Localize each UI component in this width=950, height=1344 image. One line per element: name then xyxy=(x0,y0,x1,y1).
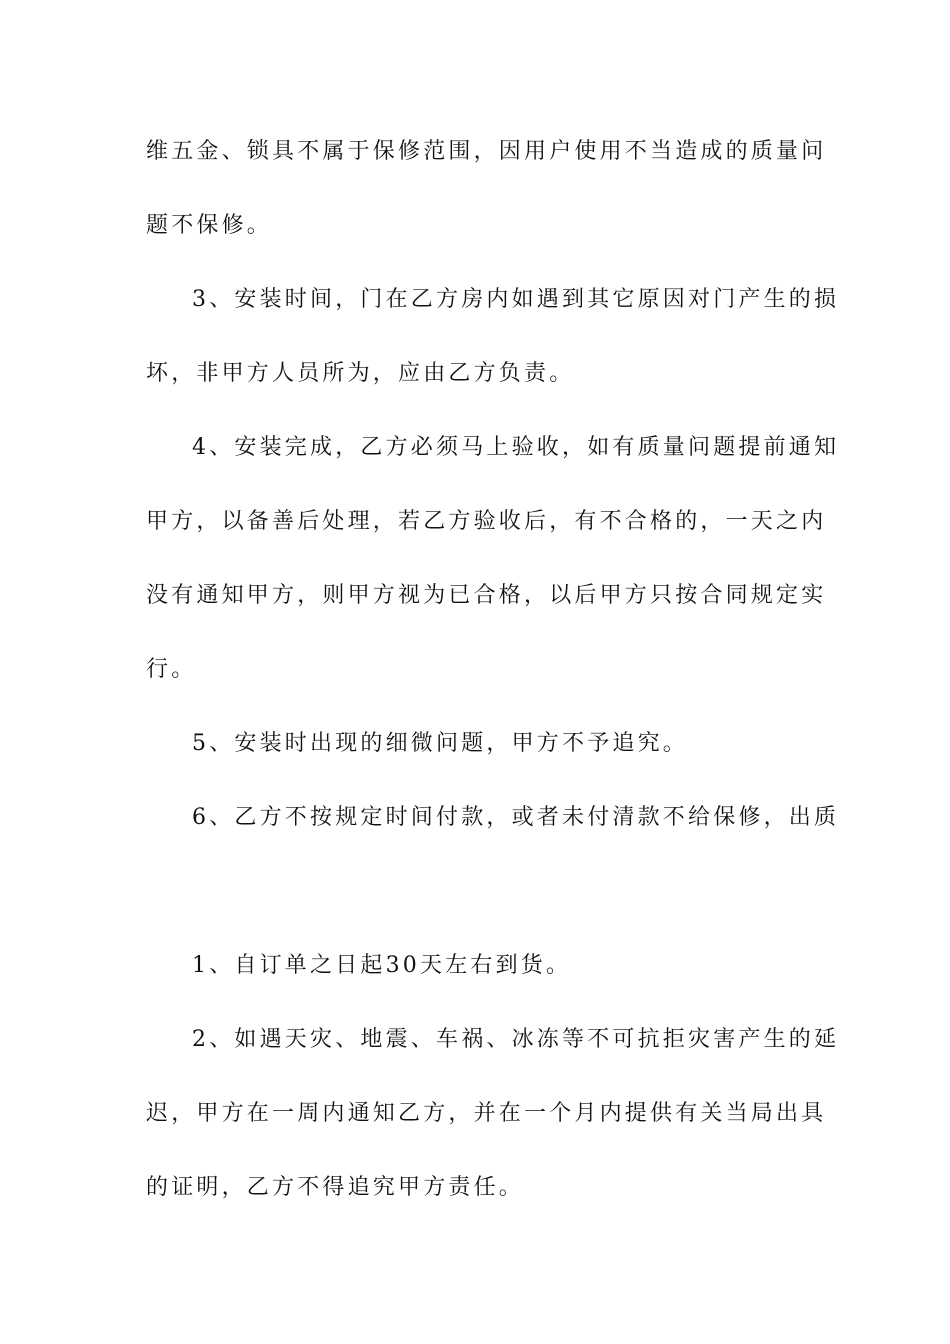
delivery-clause-2-line-1: 2、如遇天灾、地震、车祸、冰冻等不可抗拒灾害产生的延 xyxy=(192,1027,840,1052)
clause-4-line-3: 没有通知甲方，则甲方视为已合格，以后甲方只按合同规定实 xyxy=(146,583,827,608)
clause-3-line-2: 坏，非甲方人员所为，应由乙方负责。 xyxy=(146,361,575,386)
clause-3-line-1: 3、安装时间，门在乙方房内如遇到其它原因对门产生的损 xyxy=(192,287,840,312)
clause-6-line-1: 6、乙方不按规定时间付款，或者未付清款不给保修，出质 xyxy=(192,805,840,830)
delivery-clause-1-line-1: 1、自订单之日起30天左右到货。 xyxy=(192,953,572,978)
clause-4-line-4: 行。 xyxy=(146,657,197,682)
delivery-clause-2-line-2: 迟，甲方在一周内通知乙方，并在一个月内提供有关当局出具 xyxy=(146,1101,827,1126)
clause-5-line-1: 5、安装时出现的细微问题，甲方不予追究。 xyxy=(192,731,688,756)
clause-4-line-1: 4、安装完成，乙方必须马上验收，如有质量问题提前通知 xyxy=(192,435,840,460)
delivery-clause-2-line-3: 的证明，乙方不得追究甲方责任。 xyxy=(146,1175,525,1200)
paragraph-line-1: 维五金、锁具不属于保修范围，因用户使用不当造成的质量问 xyxy=(146,139,827,164)
clause-4-line-2: 甲方，以备善后处理，若乙方验收后，有不合格的，一天之内 xyxy=(146,509,827,534)
paragraph-line-2: 题不保修。 xyxy=(146,213,273,238)
